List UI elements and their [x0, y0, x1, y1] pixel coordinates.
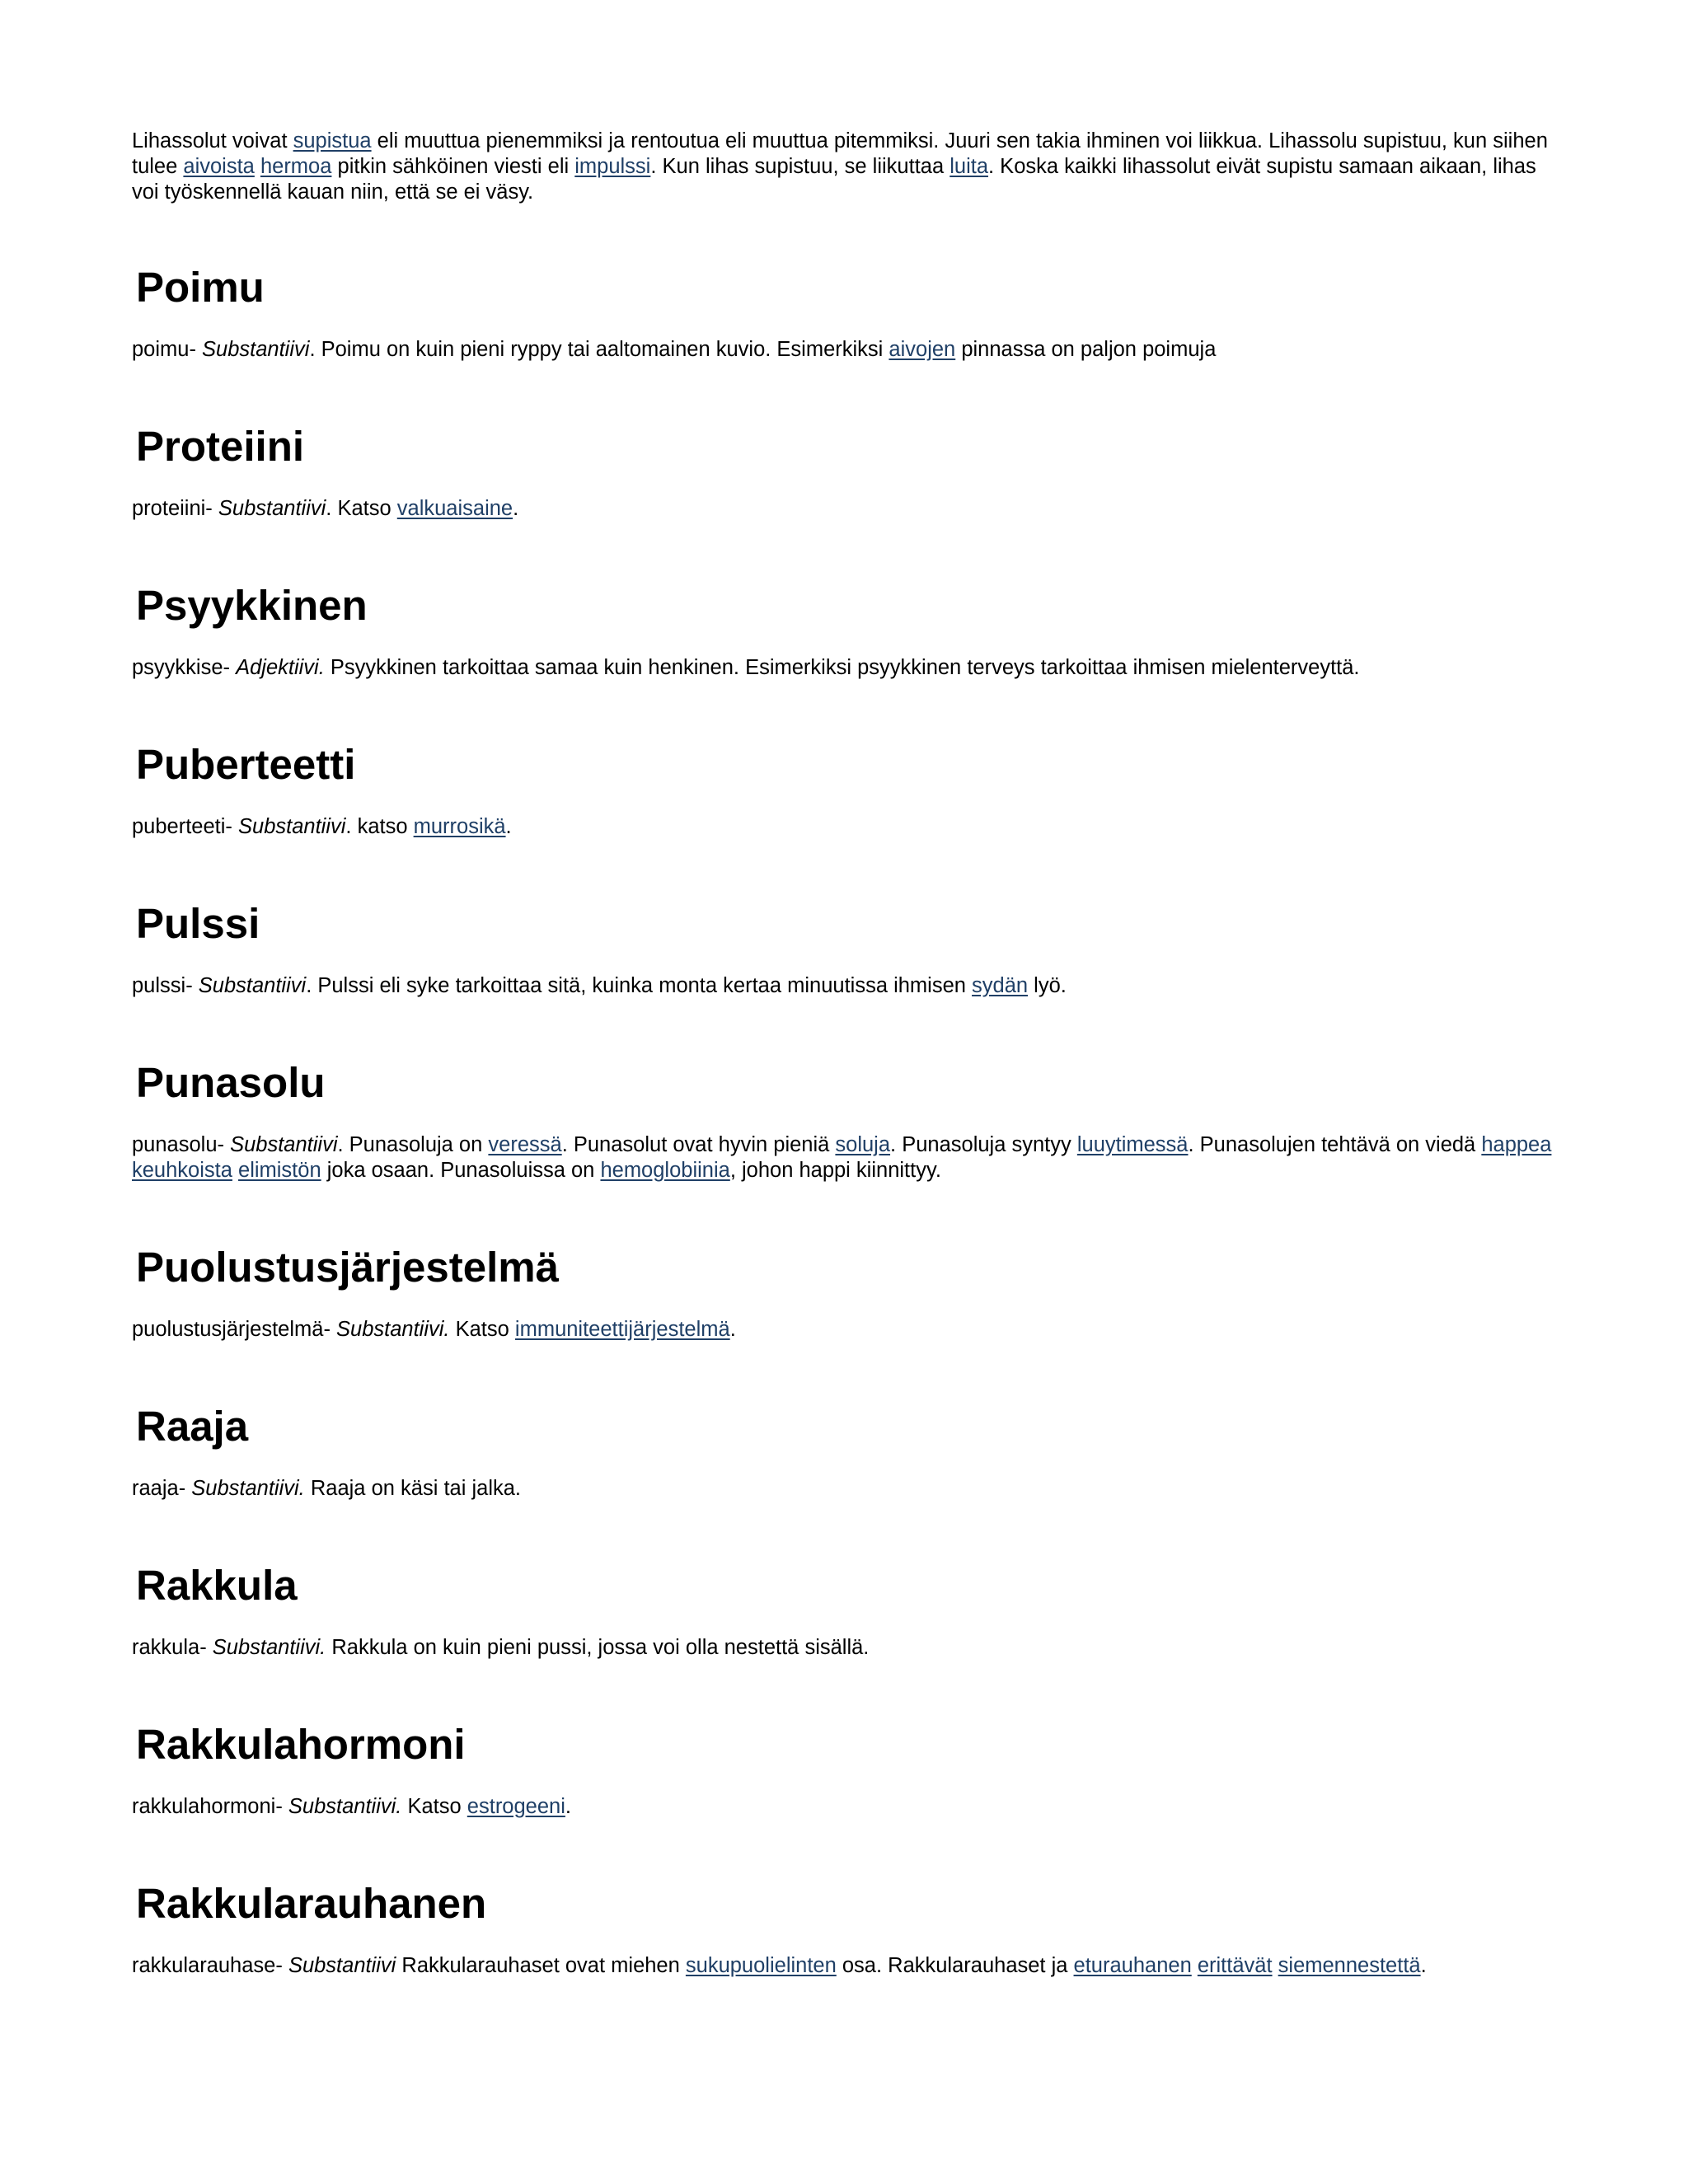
glossary-entries — [132, 263, 1564, 1979]
text-run: puolustusjärjestelmä- — [132, 1318, 337, 1341]
term-link[interactable]: estrogeeni — [467, 1795, 565, 1818]
glossary-entry — [132, 740, 1564, 840]
text-run: rakkula- — [132, 1636, 213, 1659]
entry-heading: Rakkula — [136, 1562, 298, 1609]
text-run: raaja- — [132, 1477, 192, 1500]
part-of-speech: Adjektiivi. — [236, 656, 325, 679]
text-run: . Punasoluja on — [337, 1133, 489, 1156]
term-link[interactable]: keuhkoista — [132, 1159, 232, 1182]
text-run: punasolu- — [132, 1133, 231, 1156]
entry-definition — [132, 1476, 1564, 1502]
text-run: , johon happi kiinnittyy. — [729, 1159, 941, 1182]
text-run: . katso — [345, 815, 414, 838]
text-run: . — [1420, 1954, 1427, 1977]
text-run — [1273, 1954, 1278, 1977]
term-link[interactable]: sukupuolielinten — [685, 1954, 837, 1977]
text-run: . — [513, 497, 519, 520]
entry-definition — [132, 973, 1564, 999]
text-run: . Punasolut ovat hyvin pieniä — [561, 1133, 836, 1156]
term-link[interactable]: eturauhanen — [1073, 1954, 1192, 1977]
entry-heading: Rakkulahormoni — [136, 1721, 466, 1768]
term-link[interactable]: aivoista — [183, 155, 255, 178]
glossary-entry — [132, 1561, 1564, 1661]
text-run: . — [565, 1795, 571, 1818]
term-link[interactable]: siemennestettä — [1278, 1954, 1421, 1977]
text-run: . Kun lihas supistuu, se liikuttaa — [650, 155, 950, 178]
part-of-speech: Substantiivi. — [288, 1795, 402, 1818]
text-run: Rakkula on kuin pieni pussi, jossa voi olla nestettä sisällä. — [326, 1636, 870, 1659]
text-run: Raaja on käsi tai jalka. — [304, 1477, 522, 1500]
text-run: . Pulssi eli syke tarkoittaa sitä, kuinka monta kertaa minuutissa ihmisen — [306, 974, 973, 997]
entry-definition — [132, 1317, 1564, 1343]
text-run: puberteeti- — [132, 815, 238, 838]
text-run: . Koska kaikki lihassolut eivät supistu samaan aikaan, lihas voi työskennellä kauan niin, että se ei väsy. — [132, 155, 1536, 204]
text-run: lyö. — [1028, 974, 1067, 997]
part-of-speech: Substantiivi — [202, 338, 310, 361]
entry-heading: Psyykkinen — [136, 582, 368, 629]
term-link[interactable]: aivojen — [889, 338, 956, 361]
text-run: osa. Rakkularauhaset ja — [836, 1954, 1074, 1977]
text-run: . — [505, 815, 512, 838]
text-run: . Katso — [326, 497, 397, 520]
text-run: . Punasoluja syntyy — [890, 1133, 1077, 1156]
text-run: Psyykkinen tarkoittaa samaa kuin henkinen. Esimerkiksi psyykkinen terveys tarkoittaa ihmisen mielenterveyttä. — [324, 656, 1360, 679]
entry-definition — [132, 337, 1564, 363]
text-run: rakkularauhase- — [132, 1954, 288, 1977]
part-of-speech: Substantiivi — [230, 1133, 338, 1156]
text-run: pitkin sähköinen viesti eli — [331, 155, 575, 178]
text-run: Katso — [401, 1795, 467, 1818]
term-link[interactable]: luuytimessä — [1076, 1133, 1189, 1156]
entry-heading: Pulssi — [136, 900, 260, 947]
term-link[interactable]: immuniteettijärjestelmä — [514, 1318, 730, 1341]
text-run: . Poimu on kuin pieni ryppy tai aaltomainen kuvio. Esimerkiksi — [309, 338, 889, 361]
text-run — [1192, 1954, 1198, 1977]
glossary-entry — [132, 581, 1564, 681]
entry-heading: Punasolu — [136, 1059, 326, 1106]
entry-definition — [132, 814, 1564, 840]
text-run: Rakkularauhaset ovat miehen — [396, 1954, 686, 1977]
glossary-entry — [132, 1879, 1564, 1979]
term-link[interactable]: veressä — [488, 1133, 562, 1156]
term-link[interactable]: soluja — [835, 1133, 891, 1156]
term-link[interactable]: luita — [950, 155, 989, 178]
glossary-entry — [132, 1720, 1564, 1820]
term-link[interactable]: impulssi — [574, 155, 651, 178]
glossary-entry — [132, 1243, 1564, 1343]
part-of-speech: Substantiivi — [238, 815, 346, 838]
text-run: . Punasolujen tehtävä on viedä — [1188, 1133, 1482, 1156]
text-run: eli muuttua pienemmiksi ja rentoutua eli muuttua pitemmiksi. Juuri sen takia ihminen voi liikkua. Lihassolu supistuu, kun siihen tulee — [132, 129, 1548, 178]
term-link[interactable]: elimistön — [238, 1159, 321, 1182]
part-of-speech: Substantiivi — [288, 1954, 396, 1977]
entry-definition — [132, 655, 1564, 681]
text-run: . — [729, 1318, 736, 1341]
entry-definition — [132, 1794, 1564, 1820]
text-run: rakkulahormoni- — [132, 1795, 288, 1818]
part-of-speech: Substantiivi — [198, 974, 307, 997]
text-run: Katso — [449, 1318, 515, 1341]
text-run: pulssi- — [132, 974, 199, 997]
text-run: joka osaan. Punasoluissa on — [321, 1159, 601, 1182]
text-run — [232, 1159, 238, 1182]
part-of-speech: Substantiivi. — [191, 1477, 305, 1500]
text-run: pinnassa on paljon poimuja — [955, 338, 1217, 361]
intro-paragraph — [132, 129, 1564, 205]
entry-heading: Rakkularauhanen — [136, 1880, 487, 1927]
entry-heading: Poimu — [136, 264, 265, 311]
entry-definition — [132, 1132, 1564, 1183]
term-link[interactable]: happea — [1481, 1133, 1552, 1156]
text-run: proteiini- — [132, 497, 218, 520]
glossary-entry — [132, 899, 1564, 999]
entry-heading: Proteiini — [136, 423, 305, 470]
term-link[interactable]: erittävät — [1197, 1954, 1273, 1977]
part-of-speech: Substantiivi — [218, 497, 326, 520]
glossary-entry — [132, 263, 1564, 363]
term-link[interactable]: supistua — [293, 129, 372, 152]
entry-heading: Puolustusjärjestelmä — [136, 1244, 560, 1291]
entry-definition — [132, 496, 1564, 522]
text-run: poimu- — [132, 338, 203, 361]
glossary-entry — [132, 1402, 1564, 1502]
part-of-speech: Substantiivi. — [336, 1318, 450, 1341]
term-link[interactable]: valkuaisaine — [396, 497, 513, 520]
glossary-entry — [132, 1058, 1564, 1183]
text-run: Lihassolut voivat — [132, 129, 293, 152]
text-run — [255, 155, 260, 178]
term-link[interactable]: hemoglobiinia — [600, 1159, 730, 1182]
entry-heading: Puberteetti — [136, 741, 356, 788]
term-link[interactable]: sydän — [972, 974, 1029, 997]
term-link[interactable]: hermoa — [260, 155, 332, 178]
glossary-entry — [132, 422, 1564, 522]
entry-definition — [132, 1635, 1564, 1661]
part-of-speech: Substantiivi. — [212, 1636, 326, 1659]
entry-heading: Raaja — [136, 1403, 249, 1450]
entry-definition — [132, 1953, 1564, 1979]
term-link[interactable]: murrosikä — [413, 815, 506, 838]
text-run: psyykkise- — [132, 656, 237, 679]
